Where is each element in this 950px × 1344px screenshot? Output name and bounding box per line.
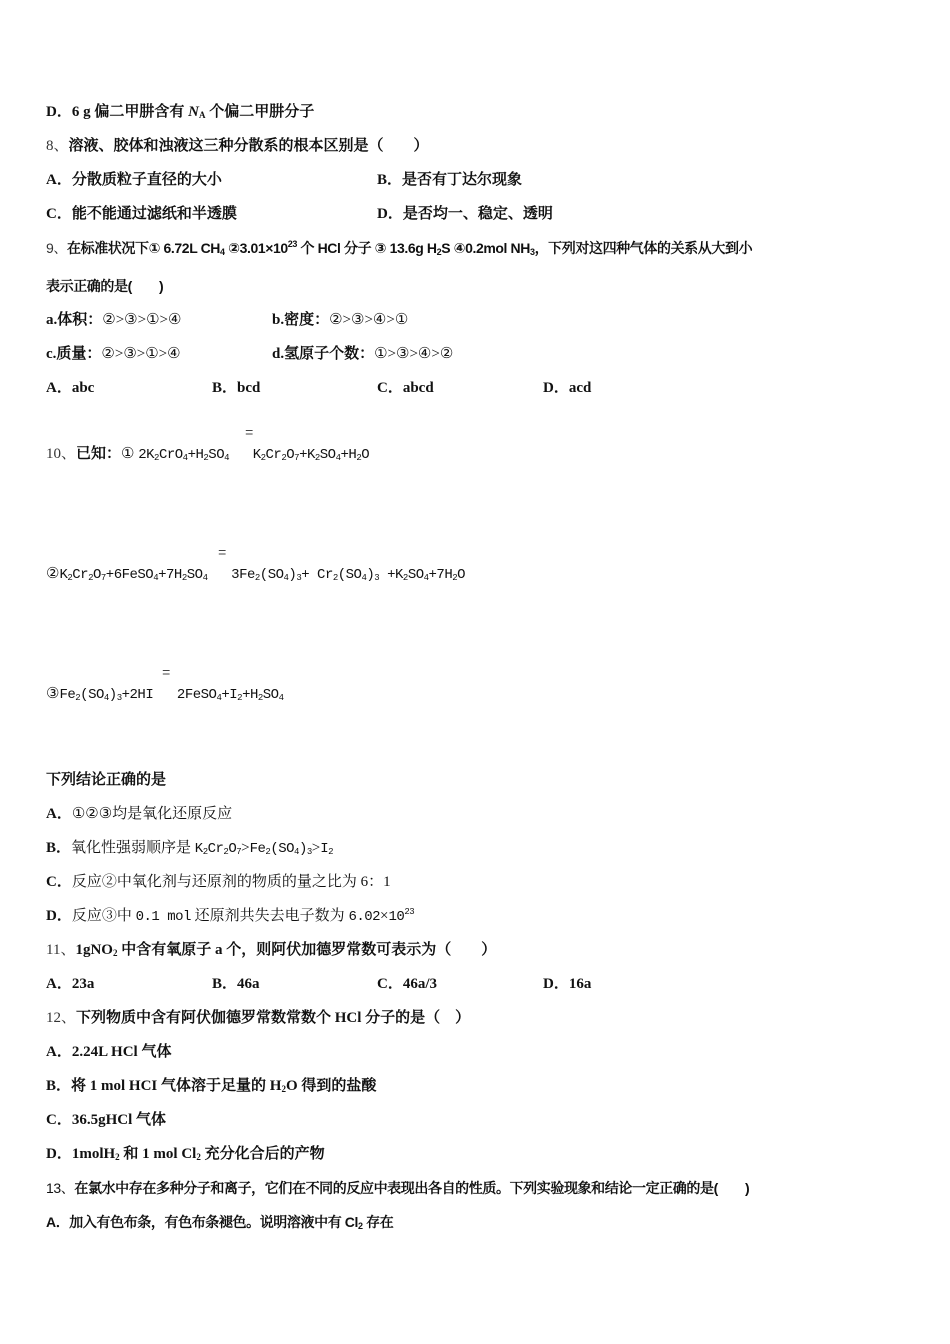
q9-statement-d: d.氢原子个数：①>③>④>②: [272, 346, 454, 362]
q10-reaction3: $③Fe_2(SO_4)_3+2HI$ $2FeSO_4+I_2+H_2SO_4$: [46, 686, 284, 703]
q9-statement-a: a.体积：②>③>①>④: [46, 312, 182, 328]
q12-option-b: B．将 1 mol HCI 气体溶于足量的 $H_2O$ 得到的盐酸: [46, 1078, 377, 1094]
q11-stem: 11、1gNO$_2$ 中含有氧原子 a 个，则阿伏加德罗常数可表示为（ ）: [46, 942, 497, 958]
q9-statement-c: c.质量：②>③>①>④: [46, 346, 181, 362]
q10-reaction2-equals: =: [218, 546, 227, 562]
q10-question: 下列结论正确的是: [46, 772, 167, 788]
q10-option-b: B．氧化性强弱顺序是 $K_2Cr_2O_7>Fe_2(SO_4)_3>I_2$: [46, 840, 334, 857]
q12-option-a: A．2.24L HCl 气体: [46, 1044, 172, 1060]
q8-option-c: C．能不能通过滤纸和半透膜: [46, 206, 237, 222]
q12-option-d: D．1molH$_2$ 和 1 mol $Cl_2$ 充分化合后的产物: [46, 1146, 325, 1162]
q8-stem: 8、溶液、胶体和浊液这三种分散系的根本区别是（ ）: [46, 138, 429, 154]
q11-option-a: A．23a: [46, 976, 95, 992]
q9-option-c: C．abcd: [377, 380, 434, 396]
q10-reaction3-equals: =: [162, 666, 171, 682]
q13-stem: 13、在氯水中存在多种分子和离子，它们在不同的反应中表现出各自的性质。下列实验现象和结论一定正确的是( ): [46, 1180, 750, 1196]
q10-option-c: C．反应②中氧化剂与还原剂的物质的量之比为 6：1: [46, 874, 391, 890]
q13-option-a: A．加入有色布条，有色布条褪色。说明溶液中有 $Cl_2$ 存在: [46, 1214, 394, 1231]
q8-option-a: A．分散质粒子直径的大小: [46, 172, 222, 188]
q11-option-b: B．46a: [212, 976, 260, 992]
q8-option-b: B．是否有丁达尔现象: [377, 172, 523, 188]
q12-option-c: C．36.5gHCl 气体: [46, 1112, 167, 1128]
q10-option-d: D．反应③中 0.1 mol 还原剂共失去电子数为 $6.02\times 10^{23}$: [46, 907, 415, 925]
q10-reaction1: 10、已知：① $2K_2CrO_4+H_2SO_4$ $K_2Cr_2O_7+K_2SO_4+H_2O$: [46, 446, 370, 463]
q8-option-d: D．是否均一、稳定、透明: [377, 206, 553, 222]
q9-option-a: A．abc: [46, 380, 95, 396]
q11-option-c: C．46a/3: [377, 976, 438, 992]
q7-option-d: D．6 g 偏二甲肼含有 $N_A$ 个偏二甲肼分子: [46, 104, 315, 120]
q10-option-a: A．①②③均是氧化还原反应: [46, 806, 233, 822]
q9-statement-b: b.密度：②>③>④>①: [272, 312, 409, 328]
q9-option-b: B．bcd: [212, 380, 261, 396]
q9-stem-line2: 表示正确的是( ): [46, 278, 164, 294]
q10-reaction1-equals: =: [245, 426, 254, 442]
q12-stem: 12、下列物质中含有阿伏伽德罗常数常数个 HCl 分子的是（ ）: [46, 1010, 471, 1026]
q10-reaction2: $②K_2Cr_2O_7+6FeSO_4+7H_2SO_4$ $3Fe_2(SO_4)_3+ Cr_2(SO_4)_3 +K_2SO_4+7H_2O$: [46, 566, 466, 583]
q9-option-d: D．acd: [543, 380, 592, 396]
q11-option-d: D．16a: [543, 976, 592, 992]
q9-stem-line1: 9、在标准状况下① 6.72L $CH_4$ $②3.01\times 10^{23}$ 个 HCl 分子 ③ 13.6g $H_2S$ ④0.2mol $NH_3$，下列对这四种气体的关系从大到小: [46, 239, 753, 257]
